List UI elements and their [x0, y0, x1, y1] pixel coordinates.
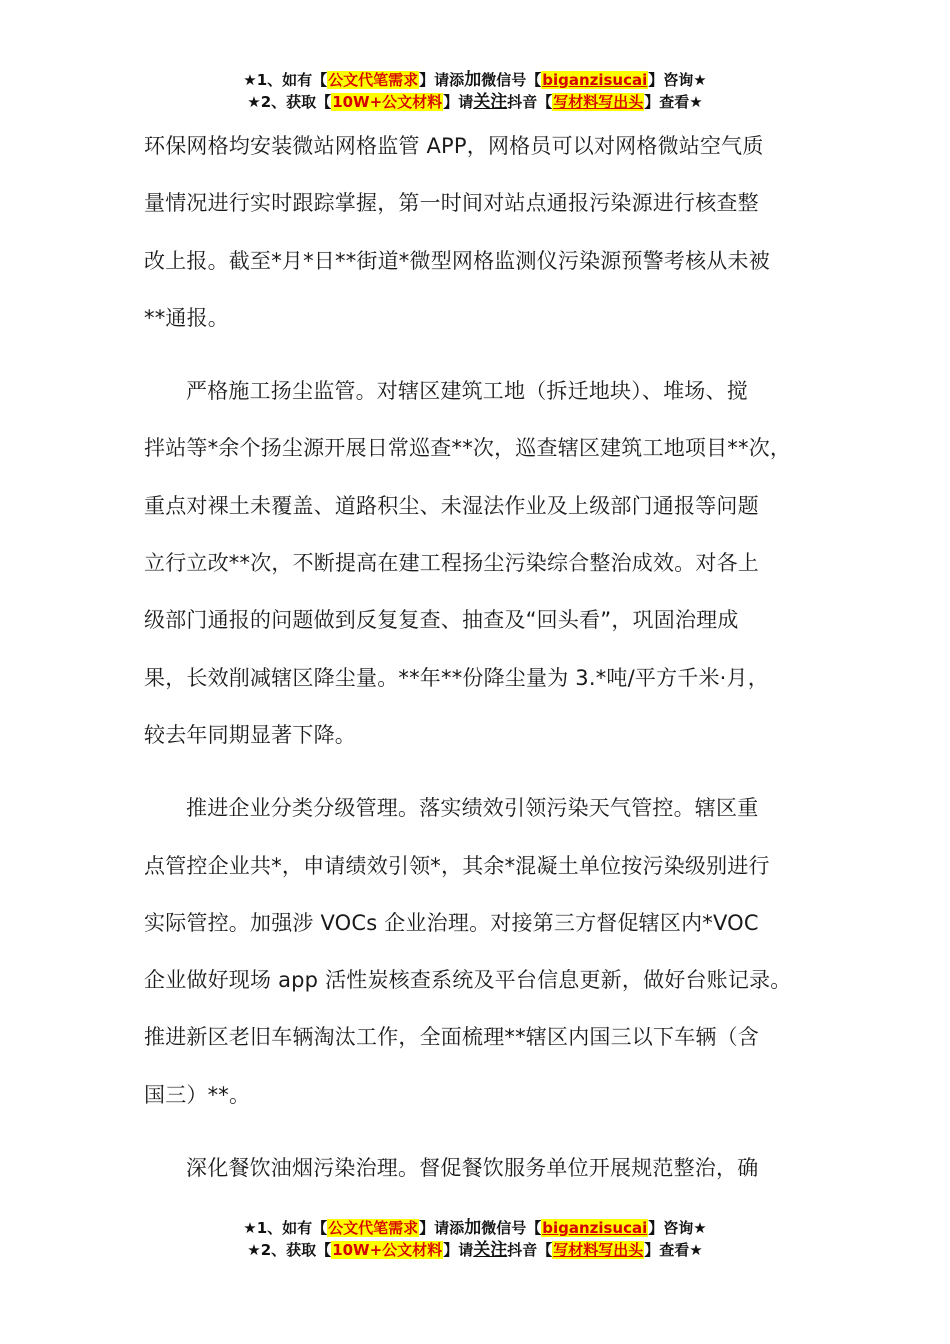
- text-line: 点管控企业共*，申请绩效引领*，其余*混凝土单位按污染级别进行: [144, 853, 770, 878]
- highlight-service: 公文代笔需求: [328, 1219, 419, 1237]
- text-line: 量情况进行实时跟踪掌握，第一时间对站点通报污染源进行核查整: [144, 191, 759, 216]
- highlight-wechat-id: biganzisucai: [542, 1219, 648, 1237]
- banner-text: 】查看★: [644, 1241, 703, 1259]
- text-line: 改上报。截至*月*日**街道*微型网格监测仪污染源预警考核从未被: [144, 248, 770, 273]
- banner-text: 】查看★: [644, 93, 703, 111]
- text-line: 级部门通报的问题做到反复复查、抽查及“回头看”，巩固治理成: [144, 608, 739, 633]
- banner-line-2: [0, 91, 950, 113]
- banner-text: 】咨询★: [648, 1219, 707, 1237]
- highlight-service: 公文代笔需求: [328, 71, 419, 89]
- paragraph: [144, 118, 829, 347]
- text-line: 重点对裸土未覆盖、道路积尘、未湿法作业及上级部门通报等问题: [144, 493, 759, 518]
- banner-text: 】请: [443, 93, 474, 111]
- banner-text: ★2、获取【: [247, 1241, 332, 1259]
- banner-text: ★1、如有【: [243, 71, 328, 89]
- banner-text: 】请: [443, 1241, 474, 1259]
- banner-text: 微信号【: [481, 71, 542, 89]
- banner-text: ★1、如有【: [243, 1219, 328, 1237]
- text-line: 严格施工扬尘监管。对辖区建筑工地（拆迁地块）、堆场、搅: [186, 379, 748, 404]
- text-line: 企业做好现场 app 活性炭核查系统及平台信息更新，做好台账记录。: [144, 968, 792, 993]
- text-line: **通报。: [144, 305, 229, 330]
- paragraph: [144, 363, 829, 764]
- header-banner: [0, 69, 950, 113]
- footer-banner: [0, 1217, 950, 1261]
- text-line: 推进新区老旧车辆淘汰工作，全面梳理**辖区内国三以下车辆（含: [144, 1025, 759, 1050]
- highlight-wechat-id: biganzisucai: [542, 71, 648, 89]
- banner-text: 加: [464, 70, 482, 90]
- document-body: [144, 118, 829, 1197]
- highlight-materials: 10W+公文材料: [332, 1241, 443, 1259]
- highlight-materials: 10W+公文材料: [332, 93, 443, 111]
- text-line: 拌站等*余个扬尘源开展日常巡查**次，巡查辖区建筑工地项目**次，: [144, 436, 792, 461]
- banner-text: 抖音【: [507, 93, 553, 111]
- text-line: 国三）**。: [144, 1082, 251, 1107]
- banner-line-1: [0, 69, 950, 91]
- paragraph: [144, 1140, 829, 1197]
- highlight-douyin-account: 写材料写出头: [553, 93, 644, 111]
- paragraph: [144, 780, 829, 1124]
- banner-text: ★2、获取【: [247, 93, 332, 111]
- banner-text: 关注: [473, 1240, 508, 1260]
- banner-text: 】请添: [419, 71, 465, 89]
- banner-text: 】请添: [419, 1219, 465, 1237]
- banner-line-1: [0, 1217, 950, 1239]
- text-line: 环保网格均安装微站网格监管 APP，网格员可以对网格微站空气质: [144, 134, 764, 158]
- text-line: 推进企业分类分级管理。落实绩效引领污染天气管控。辖区重: [186, 796, 759, 821]
- banner-text: 抖音【: [507, 1241, 553, 1259]
- banner-text: 关注: [473, 92, 508, 112]
- text-line: 实际管控。加强涉 VOCs 企业治理。对接第三方督促辖区内*VOC: [144, 910, 759, 935]
- text-line: 果，长效削减辖区降尘量。**年**份降尘量为 3.*吨/平方千米·月，: [144, 665, 769, 690]
- banner-text: 】咨询★: [648, 71, 707, 89]
- banner-text: 加: [464, 1218, 482, 1238]
- text-line: 立行立改**次，不断提高在建工程扬尘污染综合整治成效。对各上: [144, 551, 759, 576]
- highlight-douyin-account: 写材料写出头: [553, 1241, 644, 1259]
- text-line: 深化餐饮油烟污染治理。督促餐饮服务单位开展规范整治，确: [186, 1156, 759, 1181]
- text-line: 较去年同期显著下降。: [144, 722, 356, 747]
- banner-text: 微信号【: [481, 1219, 542, 1237]
- banner-line-2: [0, 1239, 950, 1261]
